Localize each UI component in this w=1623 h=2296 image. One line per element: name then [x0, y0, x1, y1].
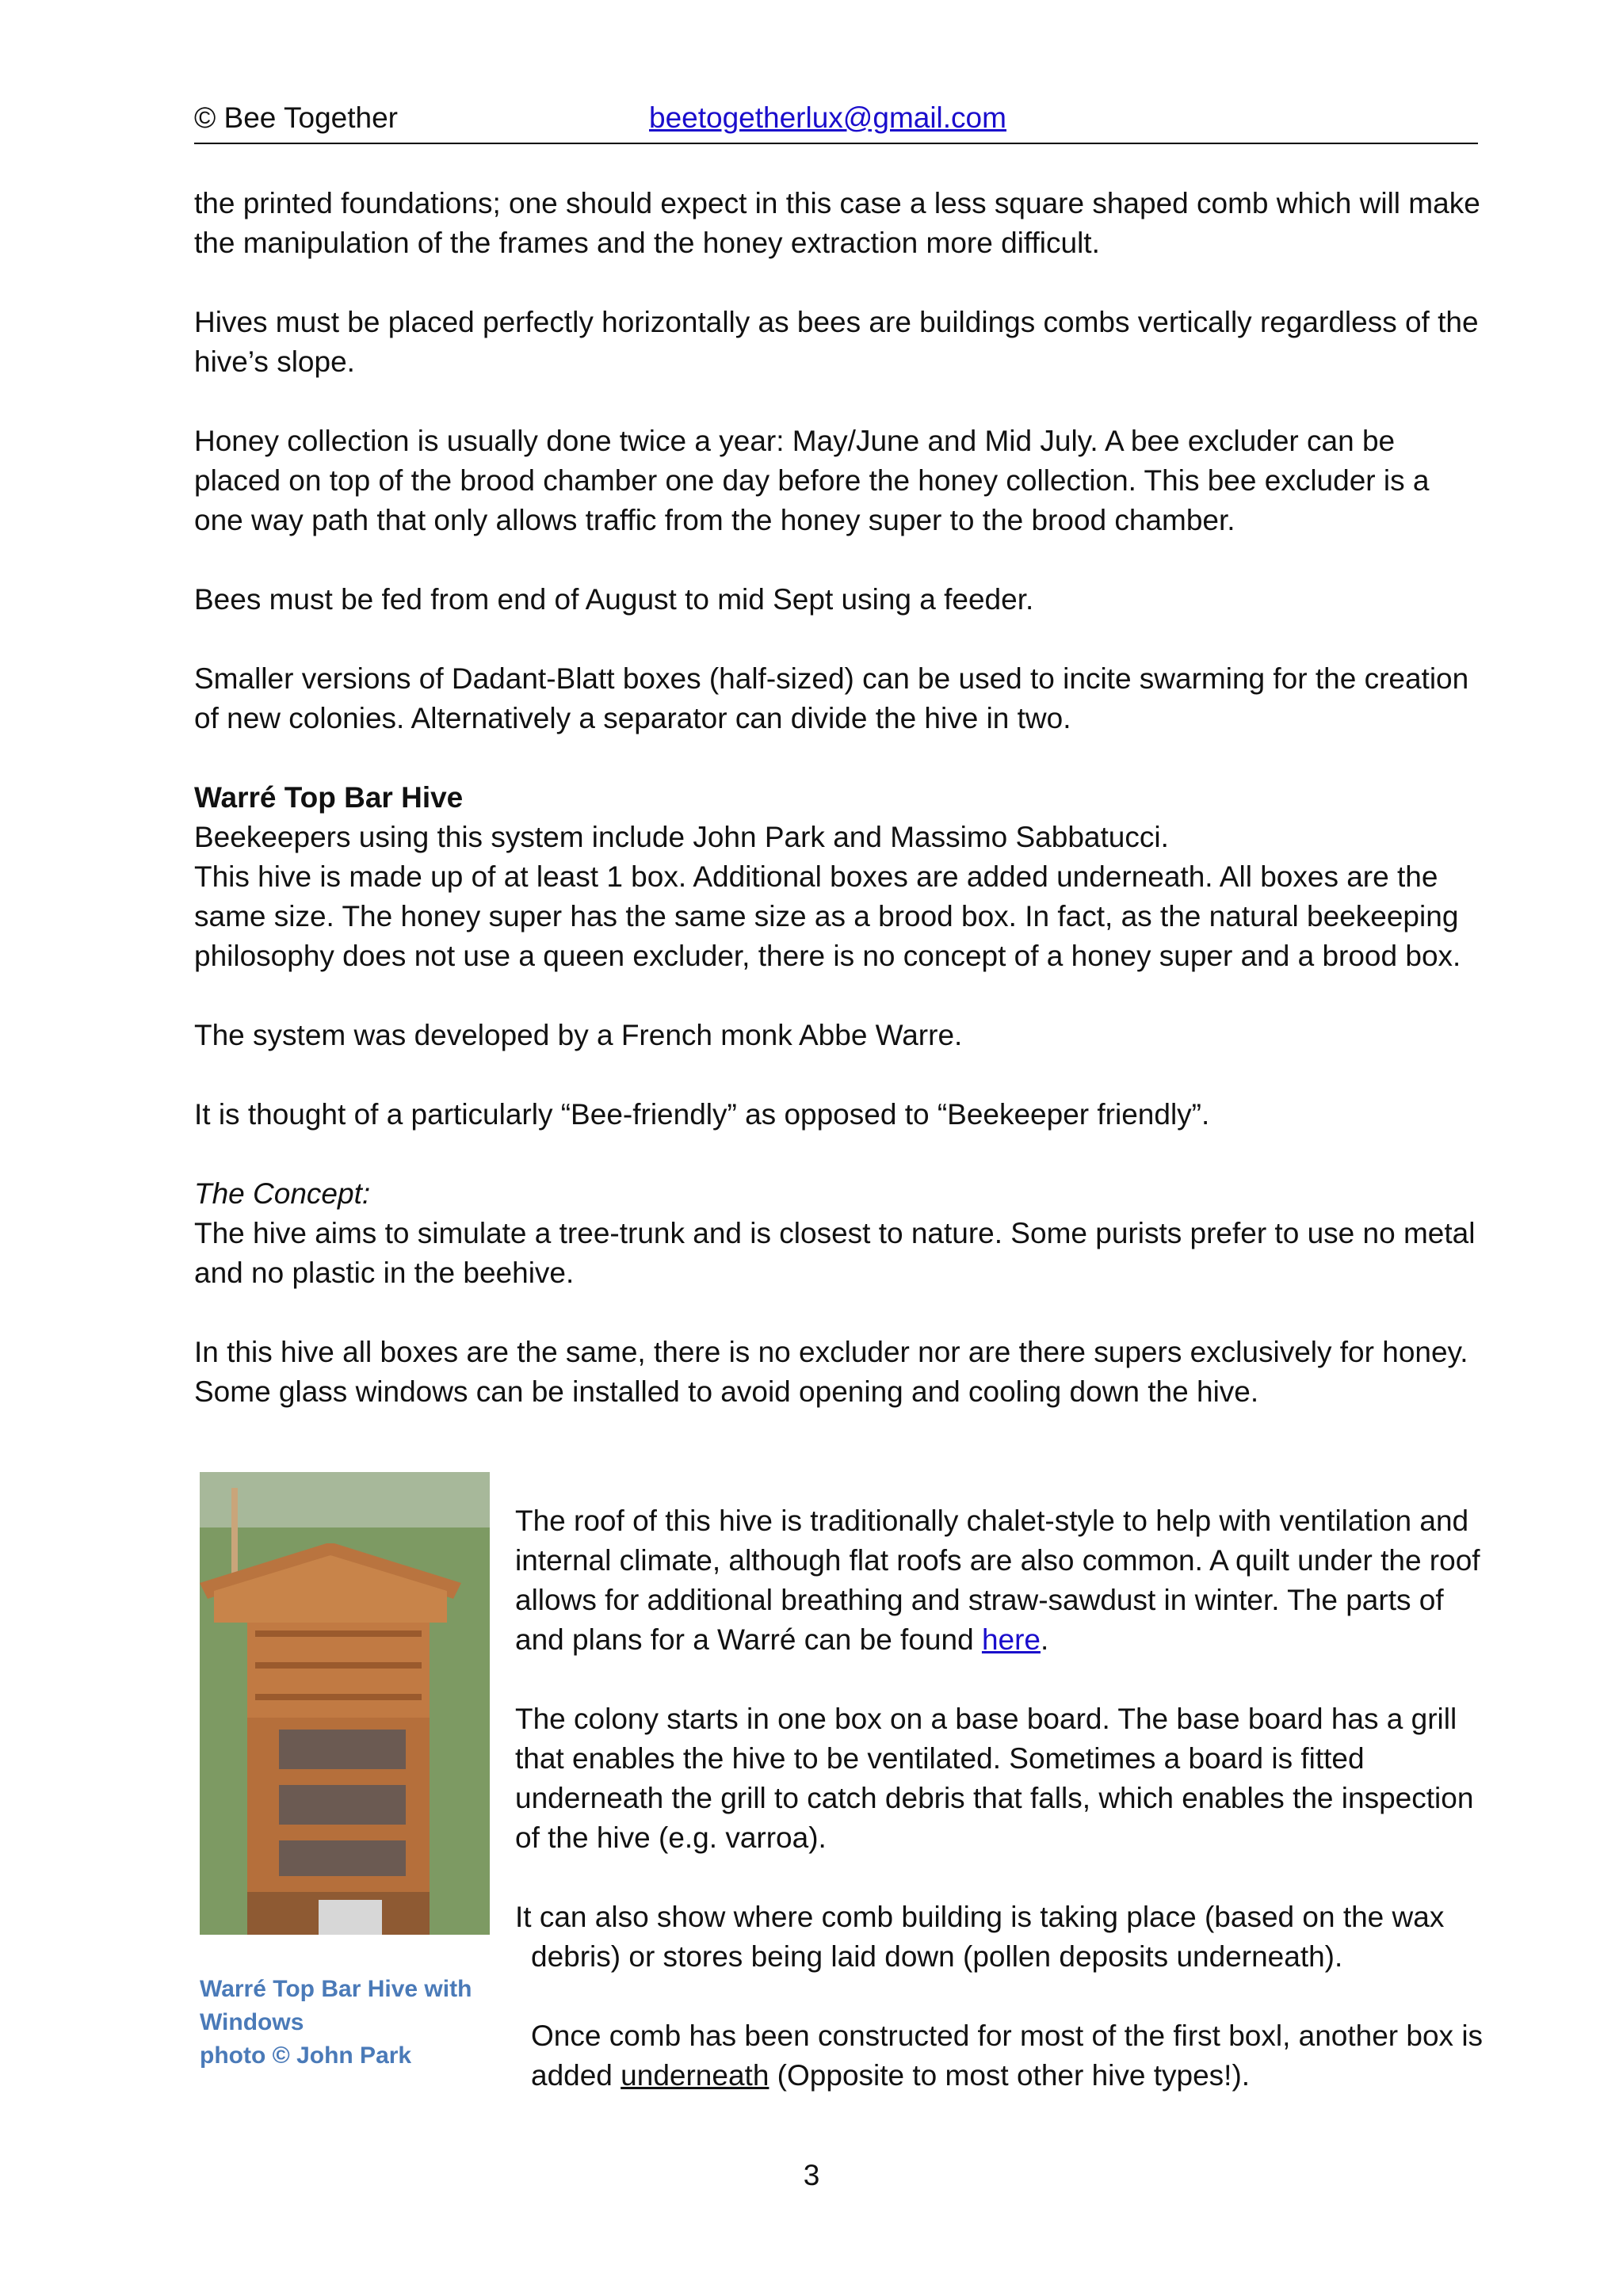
- paragraph-concept: The hive aims to simulate a tree-trunk and is closest to nature. Some purists prefer to use no metal and no plastic in the beehive.: [194, 1217, 1476, 1289]
- paragraph-horizontal: Hives must be placed perfectly horizontally as bees are buildings combs vertically regardless of the hive’s slope.: [194, 306, 1479, 378]
- paragraph-smaller-boxes: Smaller versions of Dadant-Blatt boxes (half-sized) can be used to incite swarming for the creation of new colonies. Alternatively a separator can divide the hive in two.: [194, 662, 1469, 734]
- page-number: 3: [803, 2159, 820, 2191]
- paragraph-warre-users: Beekeepers using this system include John Park and Massimo Sabbatucci.: [194, 821, 1169, 853]
- paragraph-feeding: Bees must be fed from end of August to mid Sept using a feeder.: [194, 583, 1034, 616]
- section-heading-warre: Warré Top Bar Hive: [194, 781, 464, 814]
- paragraph-bee-friendly: It is thought of a particularly “Bee-friendly” as opposed to “Beekeeper friendly”.: [194, 1098, 1210, 1131]
- paragraph-honey-collection: Honey collection is usually done twice a year: May/June and Mid July. A bee excluder can be placed on top of the brood chamber one day before the honey collection. This bee excluder is a one way path that only allows traffic from the honey super to the brood chamber.: [194, 425, 1430, 536]
- comb-text-rest: debris) or stores being laid down (pollen deposits underneath).: [531, 1940, 1343, 1973]
- comb-text-start: It can also show where comb building is taking place (based on the wax: [515, 1901, 1445, 1933]
- caption-line-3: photo © John Park: [200, 2042, 412, 2069]
- page-header: [194, 98, 1478, 144]
- paragraph-foundations: the printed foundations; one should expect in this case a less square shaped comb which will make the manipulation of the frames and the honey extraction more difficult.: [194, 187, 1480, 259]
- paragraph-all-boxes: In this hive all boxes are the same, there is no excluder nor are there supers exclusively for honey. Some glass windows can be installed to avoid opening and cooling down the hive.: [194, 1336, 1468, 1408]
- once-text-a: Once comb has been constructed for most of the first boxl, another box is added: [531, 2019, 1484, 2092]
- here-link[interactable]: here: [981, 1623, 1041, 1656]
- main-text: [194, 184, 1486, 1451]
- header-email-link[interactable]: beetogetherlux@gmail.com: [649, 101, 1006, 134]
- paragraph-comb: [515, 1897, 1490, 1977]
- caption-line-1: Warré Top Bar Hive with: [200, 1976, 472, 2002]
- once-text-b: (Opposite to most other hive types!).: [769, 2059, 1251, 2092]
- paragraph-colony: The colony starts in one box on a base board. The base board has a grill that enables the hive to be ventilated. Sometimes a board is fitted underneath the grill to catch debris that falls, which enables the inspection of the hive (e.g. varroa).: [515, 1703, 1474, 1854]
- side-text: [515, 1501, 1490, 2135]
- roof-text-end: .: [1041, 1623, 1049, 1656]
- concept-label: The Concept:: [194, 1177, 371, 1210]
- caption-line-2: Windows: [200, 2009, 304, 2035]
- paragraph-warre-boxes: This hive is made up of at least 1 box. Additional boxes are added underneath. All boxes are the same size. The honey super has the same size as a brood box. In fact, as the natural beekeeping philosophy does not use a queen excluder, there is no concept of a honey super and a brood box.: [194, 860, 1461, 972]
- warre-hive-photo: [200, 1472, 490, 1935]
- underneath-underlined: underneath: [621, 2059, 769, 2092]
- paragraph-roof: [515, 1501, 1490, 1660]
- header-org: © Bee Together: [194, 101, 398, 134]
- roof-text: The roof of this hive is traditionally chalet-style to help with ventilation and internal climate, although flat roofs are also common. A quilt under the roof allows for additional breathing and straw-sawdust in winter. The parts of and plans for a Warré can be found: [515, 1505, 1480, 1656]
- photo-caption: [200, 1973, 501, 2073]
- paragraph-warre-developed: The system was developed by a French monk Abbe Warre.: [194, 1019, 963, 1051]
- warre-hive-illustration: [200, 1472, 490, 1935]
- paragraph-once-comb: [515, 2016, 1490, 2096]
